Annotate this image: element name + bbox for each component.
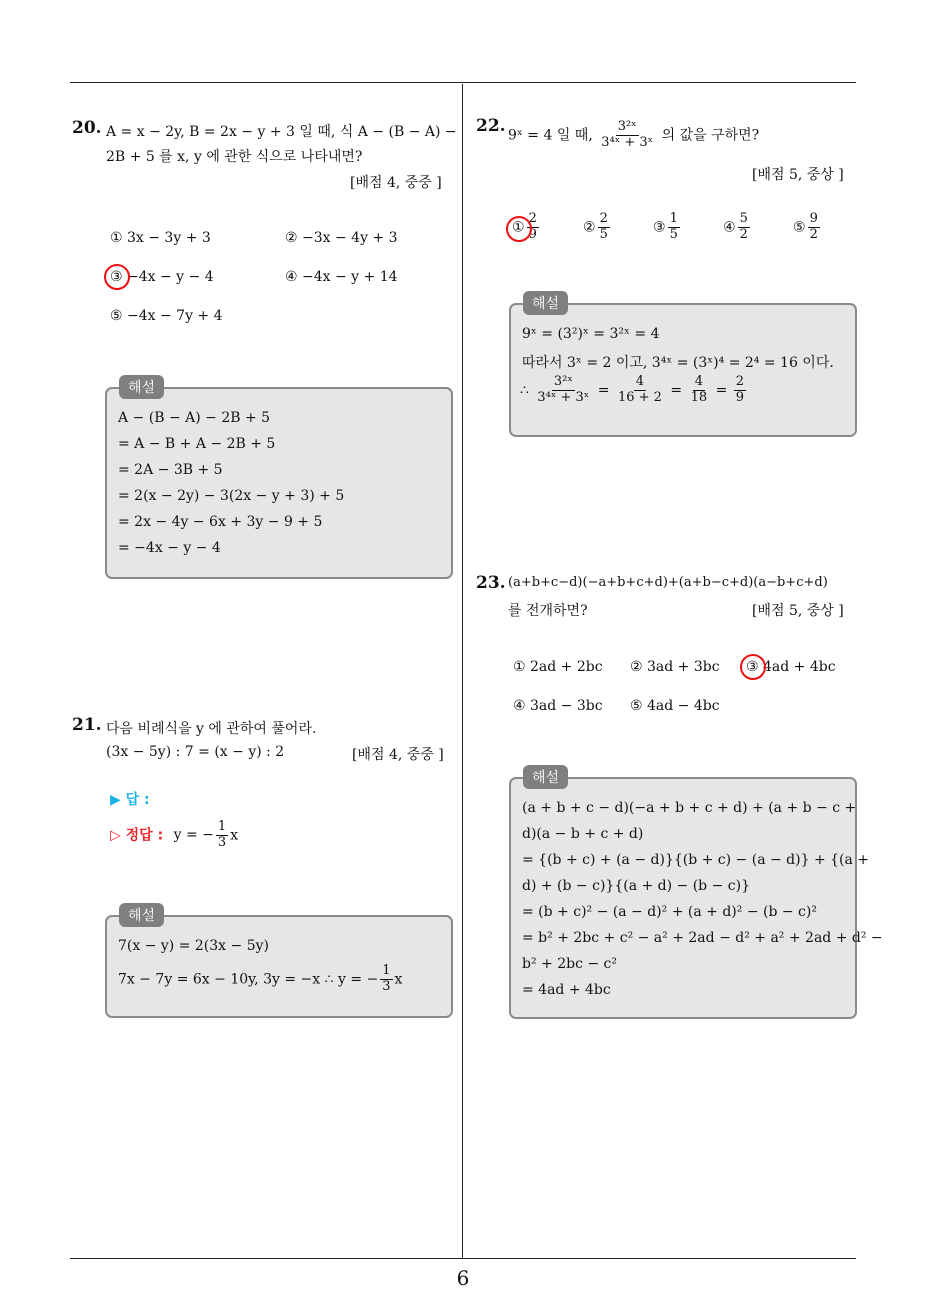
q20-number: 20. <box>72 118 102 138</box>
fraction-denominator: 3 <box>217 834 227 850</box>
q20-sol-line: = 2(x − 2y) − 3(2x − y + 3) + 5 <box>118 488 345 504</box>
q22-choice-2[interactable] <box>583 212 612 243</box>
column-divider <box>462 84 463 1259</box>
fraction-denominator: 9 <box>735 389 745 405</box>
q22-sol-line1: 9ˣ = (3²)ˣ = 3²ˣ = 4 <box>522 326 660 342</box>
fraction-denominator: 18 <box>690 389 708 405</box>
q22-suffix: 의 값을 구하면? <box>661 127 760 144</box>
equals-sign: = <box>715 382 728 399</box>
q20-choice-3[interactable]: ③ −4x − y − 4 <box>110 269 214 285</box>
choice-fraction <box>598 212 610 243</box>
q21-correct-suffix: x <box>230 827 239 844</box>
q20-choice-2[interactable]: ② −3x − 4y + 3 <box>285 230 398 246</box>
page-number: 6 <box>456 1266 470 1290</box>
fraction-denominator: 16 + 2 <box>617 389 662 405</box>
q20-sol-line: = −4x − y − 4 <box>118 540 221 556</box>
q22-sol-fraction <box>616 375 664 406</box>
q21-solution-tag: 해설 <box>119 903 164 927</box>
choice-fraction <box>808 212 820 243</box>
q20-solution-tag: 해설 <box>119 375 164 399</box>
fraction-numerator: 1 <box>382 963 391 978</box>
q22-sol-fraction <box>734 375 746 406</box>
q22-selected-circle-mark <box>506 216 532 242</box>
fraction-numerator: 5 <box>739 211 748 226</box>
q21-sol2-text: 7x − 7y = 6x − 10y, 3y = −x ∴ y = − <box>118 971 379 988</box>
q23-choice-2[interactable]: ② 3ad + 3bc <box>630 659 720 675</box>
equals-sign: = <box>597 382 610 399</box>
q23-score: [배점 5, 중상 ] <box>752 603 844 619</box>
q23-sol-line: d)(a − b + c + d) <box>522 826 644 842</box>
q21-sol-line1: 7(x − y) = 2(3x − 5y) <box>118 938 269 954</box>
q23-sol-line: b² + 2bc − c² <box>522 956 617 972</box>
q21-correct-label: ▷ 정답 : <box>110 827 164 844</box>
q22-fraction <box>599 120 655 151</box>
q21-correct-row <box>110 820 238 851</box>
q23-choice-5[interactable]: ⑤ 4ad − 4bc <box>630 698 720 714</box>
q21-number: 21. <box>72 715 102 735</box>
choice-fraction <box>738 212 750 243</box>
q20-line2: 2B + 5 를 x, y 에 관한 식으로 나타내면? <box>106 149 363 165</box>
q22-number: 22. <box>476 116 506 136</box>
therefore-symbol: ∴ <box>520 382 529 399</box>
fraction-denominator: 5 <box>669 226 678 242</box>
q22-sol-line3 <box>520 375 748 406</box>
fraction-denominator: 3⁴ˣ + 3ˣ <box>601 134 654 150</box>
q20-choice-1[interactable]: ① 3x − 3y + 3 <box>110 230 211 246</box>
q22-sol-fraction <box>535 375 591 406</box>
fraction-denominator: 9 <box>528 226 537 242</box>
q22-prefix: 9ˣ = 4 일 때, <box>508 127 593 144</box>
q23-number: 23. <box>476 573 506 593</box>
choice-fraction <box>668 212 680 243</box>
q21-sol2-suffix: x <box>394 971 403 988</box>
q22-score: [배점 5, 중상 ] <box>752 167 844 183</box>
q20-choice-5[interactable]: ⑤ −4x − 7y + 4 <box>110 308 223 324</box>
fraction-denominator: 3⁴ˣ + 3ˣ <box>537 389 590 405</box>
q21-sol2-fraction <box>380 964 392 995</box>
q23-sol-line: = b² + 2bc + c² − a² + 2ad − d² + a² + 2ad + d² − <box>522 930 883 946</box>
fraction-numerator: 2 <box>528 211 537 226</box>
q23-sol-line: = 4ad + 4bc <box>522 982 611 998</box>
q21-line1: 다음 비례식을 y 에 관하여 풀어라. <box>106 721 317 737</box>
fraction-numerator: 3²ˣ <box>553 374 573 389</box>
q23-sol-line: = {(b + c) + (a − d)}{(b + c) − (a − d)} + {(a + <box>522 852 870 868</box>
fraction-denominator: 5 <box>599 226 608 242</box>
q23-sol-line: = (b + c)² − (a − d)² + (a + d)² − (b − c)² <box>522 904 817 920</box>
fraction-denominator: 3 <box>382 978 391 994</box>
q20-choice-4[interactable]: ④ −4x − y + 14 <box>285 269 398 285</box>
choice-mark: ④ <box>723 219 736 236</box>
fraction-numerator: 3²ˣ <box>617 119 637 134</box>
q21-correct-prefix: y = − <box>173 827 214 844</box>
fraction-numerator: 4 <box>635 374 645 389</box>
q23-sol-line: d) + (b − c)}{(a + d) − (b − c)} <box>522 878 750 894</box>
q20-selected-circle-mark <box>104 264 130 290</box>
q22-choice-3[interactable] <box>653 212 682 243</box>
fraction-numerator: 1 <box>217 819 227 834</box>
q23-choice-3[interactable]: ③ 4ad + 4bc <box>746 659 836 675</box>
q20-sol-line: = A − B + A − 2B + 5 <box>118 436 276 452</box>
q21-sol-line2 <box>118 964 402 995</box>
q21-line2: (3x − 5y) : 7 = (x − y) : 2 <box>106 744 285 760</box>
q20-score: [배점 4, 중중 ] <box>350 175 442 191</box>
q21-correct-fraction <box>216 820 228 851</box>
q23-line1: (a+b+c−d)(−a+b+c+d)+(a+b−c+d)(a−b+c+d) <box>508 575 828 590</box>
choice-mark: ② <box>583 219 596 236</box>
q23-sol-line: (a + b + c − d)(−a + b + c + d) + (a + b − c + <box>522 800 857 816</box>
fraction-denominator: 2 <box>739 226 748 242</box>
q22-question <box>508 120 759 151</box>
q23-line2: 를 전개하면? <box>508 603 588 619</box>
fraction-numerator: 9 <box>809 211 818 226</box>
top-rule <box>70 82 856 83</box>
fraction-numerator: 2 <box>599 211 608 226</box>
q22-solution-tag: 해설 <box>523 291 568 315</box>
q22-choice-4[interactable] <box>723 212 752 243</box>
choice-mark: ③ <box>653 219 666 236</box>
q23-choice-1[interactable]: ① 2ad + 2bc <box>513 659 603 675</box>
q22-sol-line2: 따라서 3ˣ = 2 이고, 3⁴ˣ = (3ˣ)⁴ = 2⁴ = 16 이다. <box>522 355 834 371</box>
q21-answer-label: ▶ 답 : <box>110 792 150 808</box>
fraction-denominator: 2 <box>809 226 818 242</box>
q23-solution-tag: 해설 <box>523 765 568 789</box>
fraction-numerator: 1 <box>669 211 678 226</box>
q20-sol-line: A − (B − A) − 2B + 5 <box>118 410 271 426</box>
equals-sign: = <box>670 382 683 399</box>
q23-choice-4[interactable]: ④ 3ad − 3bc <box>513 698 603 714</box>
q21-score: [배점 4, 중중 ] <box>352 747 444 763</box>
q22-choice-5[interactable] <box>793 212 822 243</box>
q22-sol-fraction <box>689 375 710 406</box>
q20-line1: A = x − 2y, B = 2x − y + 3 일 때, 식 A − (B − A) − <box>106 124 457 140</box>
q20-sol-line: = 2A − 3B + 5 <box>118 462 223 478</box>
bottom-rule <box>70 1258 856 1259</box>
fraction-numerator: 2 <box>735 374 745 389</box>
fraction-numerator: 4 <box>694 374 703 389</box>
choice-mark: ① <box>512 219 525 236</box>
choice-mark: ⑤ <box>793 219 806 236</box>
q20-sol-line: = 2x − 4y − 6x + 3y − 9 + 5 <box>118 514 323 530</box>
q23-selected-circle-mark <box>740 654 766 680</box>
